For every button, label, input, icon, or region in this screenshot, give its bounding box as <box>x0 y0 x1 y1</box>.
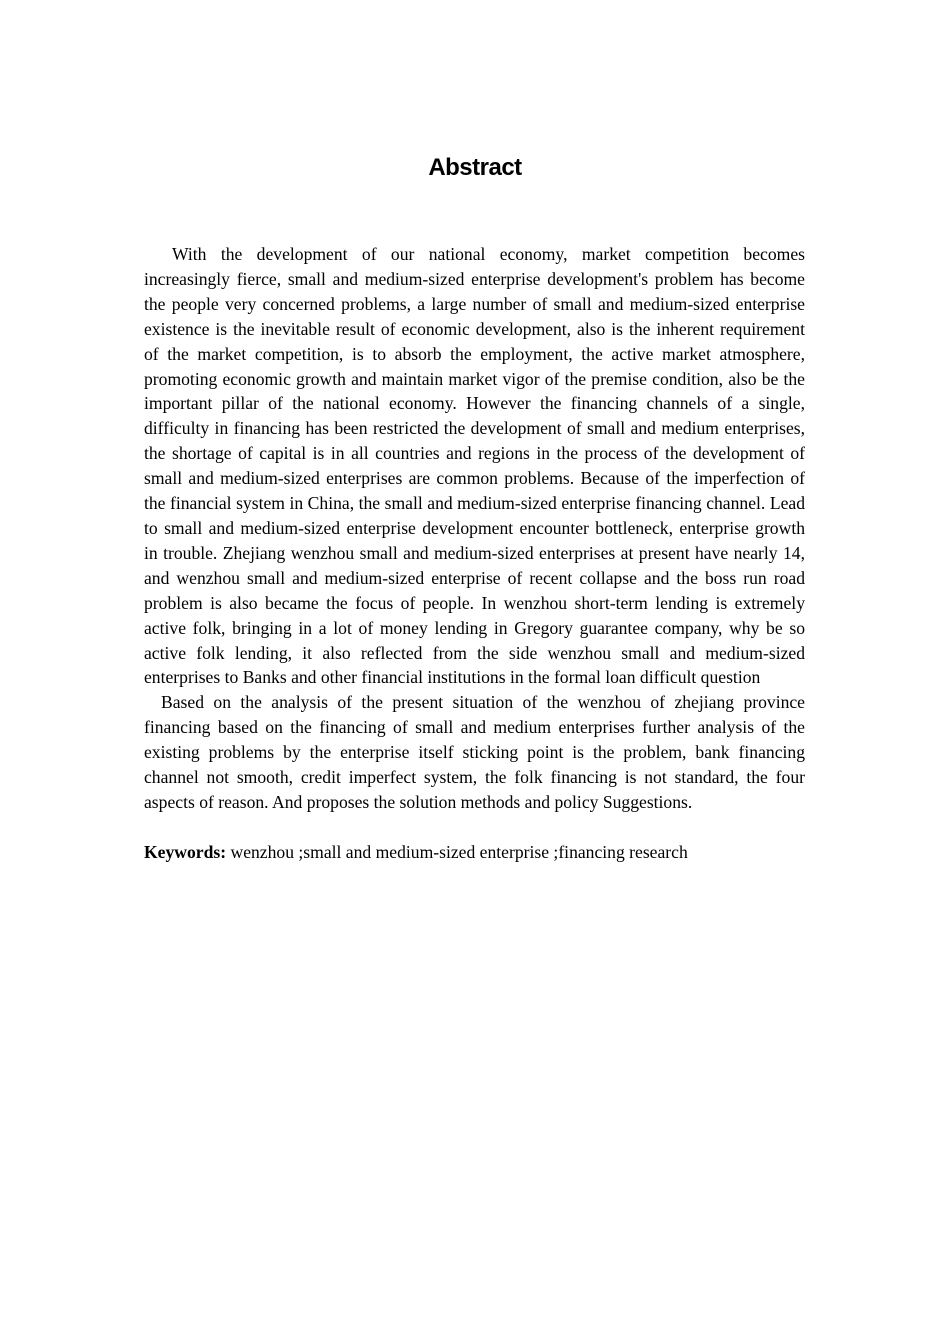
page-title: Abstract <box>428 154 522 181</box>
keywords-label: Keywords: <box>144 841 227 862</box>
keywords-line <box>144 840 805 865</box>
abstract-body <box>144 242 805 865</box>
abstract-paragraph-1: With the development of our national economy, market competition becomes increasingly fierce, small and medium-sized enterprise development's problem has become the people very concerned problems, a large number of small and medium-sized enterprise existence is the inevitable result of economic development, also is the inherent requirement of the market competition, is to absorb the employment, the active market atmosphere, promoting economic growth and maintain market vigor of the premise condition, also be the important pillar of the national economy. However the financing channels of a single, difficulty in financing has been restricted the development of small and medium enterprises, the shortage of capital is in all countries and regions in the process of the development of small and medium-sized enterprises are common problems. Because of the imperfection of the financial system in China, the small and medium-sized enterprise financing channel. Lead to small and medium-sized enterprise development encounter bottleneck, enterprise growth in trouble. Zhejiang wenzhou small and medium-sized enterprises at present have nearly 14, and wenzhou small and medium-sized enterprise of recent collapse and the boss run road problem is also became the focus of people. In wenzhou short-term lending is extremely active folk, bringing in a lot of money lending in Gregory guarantee company, why be so active folk lending, it also reflected from the side wenzhou small and medium-sized enterprises to Banks and other financial institutions in the formal loan difficult question <box>144 244 805 688</box>
abstract-paragraph-2: Based on the analysis of the present situation of the wenzhou of zhejiang province financing based on the financing of small and medium enterprises further analysis of the existing problems by the enterprise itself sticking point is the problem, bank financing channel not smooth, credit imperfect system, the folk financing is not standard, the four aspects of reason. And proposes the solution methods and policy Suggestions. <box>144 692 805 812</box>
keywords-text: wenzhou ;small and medium-sized enterprise ;financing research <box>226 841 688 862</box>
